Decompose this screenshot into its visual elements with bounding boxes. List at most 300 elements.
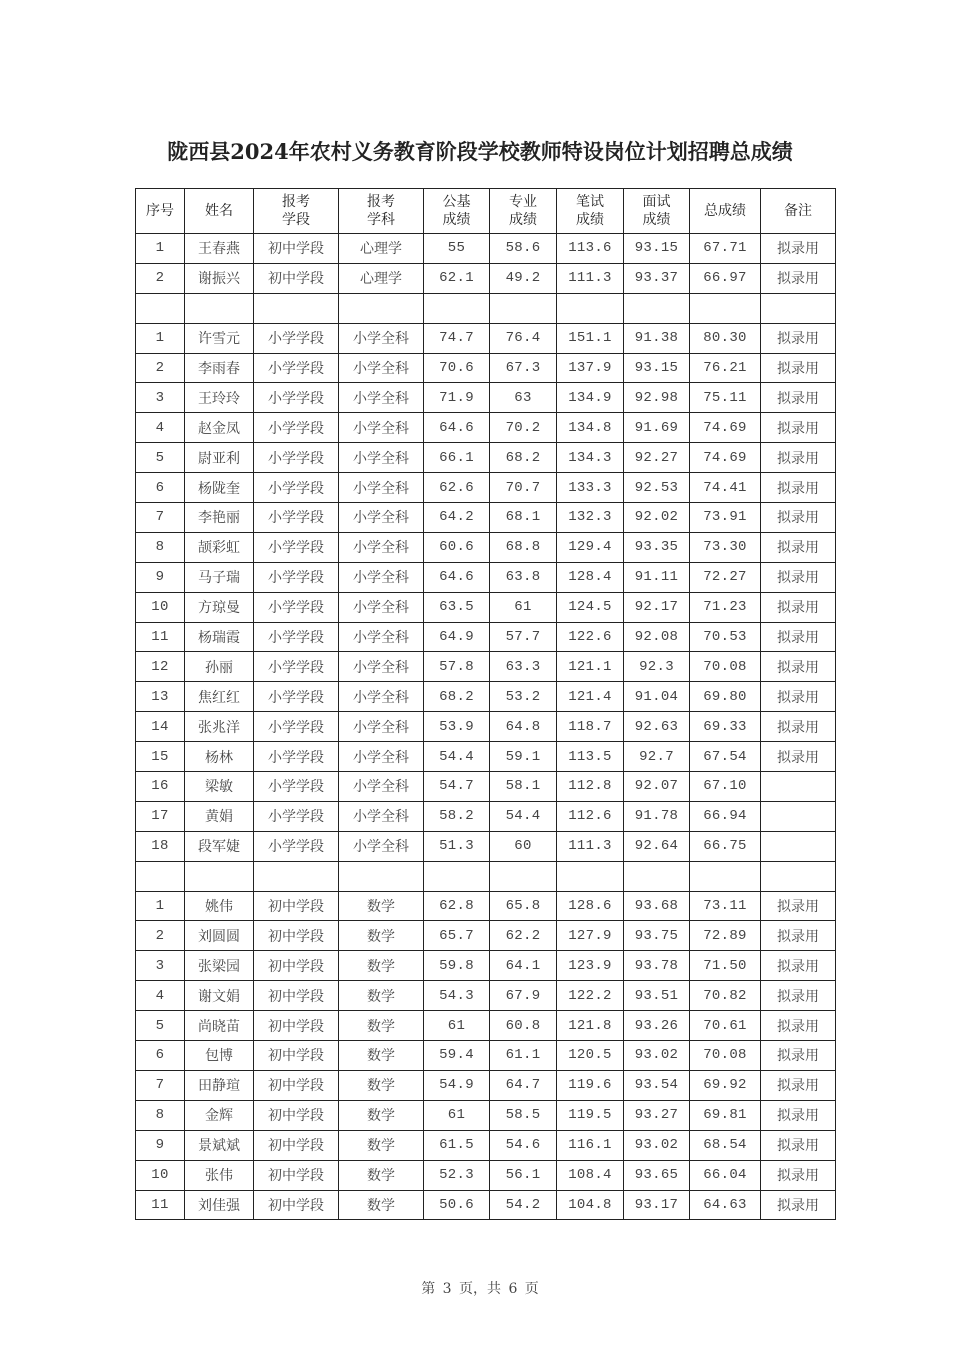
cell-interview-score: 91.38 [624,323,690,353]
cell-remark: 拟录用 [761,263,836,293]
cell-seq: 9 [136,1130,185,1160]
cell-name: 田静瑄 [185,1070,254,1100]
section-separator-row [136,861,836,891]
cell-public-score: 52.3 [424,1160,490,1190]
cell-name: 张兆洋 [185,712,254,742]
cell-name: 黄娟 [185,801,254,831]
cell-seq: 10 [136,1160,185,1190]
cell-stage: 初中学段 [254,1070,339,1100]
cell-seq: 7 [136,1070,185,1100]
cell-seq: 6 [136,1041,185,1071]
cell-name: 包博 [185,1041,254,1071]
cell-subject: 小学全科 [339,801,424,831]
cell-subject [339,861,424,891]
cell-interview-score: 92.08 [624,622,690,652]
table-header [136,189,836,234]
cell-public-score: 54.7 [424,772,490,802]
cell-stage: 小学学段 [254,712,339,742]
cell-public-score: 61 [424,1011,490,1041]
cell-public-score: 68.2 [424,682,490,712]
cell-public-score: 64.9 [424,622,490,652]
cell-subject: 数学 [339,1160,424,1190]
cell-name: 姚伟 [185,891,254,921]
cell-interview-score: 91.11 [624,562,690,592]
cell-stage: 小学学段 [254,473,339,503]
column-header-public-score [424,189,490,234]
column-header-interview-score [624,189,690,234]
cell-total-score [690,861,761,891]
cell-name: 金辉 [185,1100,254,1130]
cell-public-score: 59.8 [424,951,490,981]
cell-interview-score: 92.3 [624,652,690,682]
column-header-stage [254,189,339,234]
table-row [136,1100,836,1130]
cell-total-score: 73.30 [690,532,761,562]
cell-major-score: 54.4 [490,801,557,831]
cell-interview-score: 92.17 [624,592,690,622]
column-header-line: 成绩 [442,212,471,228]
cell-remark: 拟录用 [761,473,836,503]
cell-subject: 心理学 [339,234,424,264]
cell-remark: 拟录用 [761,323,836,353]
cell-total-score: 70.61 [690,1011,761,1041]
table-row [136,1070,836,1100]
table-row [136,413,836,443]
cell-interview-score: 92.53 [624,473,690,503]
cell-stage: 小学学段 [254,503,339,533]
cell-subject: 数学 [339,891,424,921]
cell-remark [761,293,836,323]
cell-interview-score: 93.78 [624,951,690,981]
cell-public-score: 64.6 [424,413,490,443]
cell-subject: 小学全科 [339,503,424,533]
cell-interview-score: 91.69 [624,413,690,443]
cell-major-score: 67.3 [490,353,557,383]
column-header-line: 总成绩 [704,203,746,219]
cell-interview-score: 92.7 [624,742,690,772]
cell-name [185,861,254,891]
cell-interview-score: 93.27 [624,1100,690,1130]
cell-seq: 11 [136,1190,185,1220]
cell-total-score: 66.04 [690,1160,761,1190]
cell-major-score: 61 [490,592,557,622]
cell-total-score: 72.89 [690,921,761,951]
cell-total-score: 75.11 [690,383,761,413]
cell-major-score: 70.2 [490,413,557,443]
cell-total-score: 69.33 [690,712,761,742]
column-header-line: 成绩 [509,212,537,228]
table-row [136,503,836,533]
cell-subject: 心理学 [339,263,424,293]
cell-name: 李艳丽 [185,503,254,533]
cell-total-score: 71.23 [690,592,761,622]
table-row [136,1041,836,1071]
cell-name: 张梁园 [185,951,254,981]
cell-seq: 6 [136,473,185,503]
cell-subject: 小学全科 [339,682,424,712]
table-row [136,234,836,264]
cell-written-score: 111.3 [557,831,624,861]
cell-subject: 数学 [339,1130,424,1160]
cell-major-score: 76.4 [490,323,557,353]
cell-remark: 拟录用 [761,1070,836,1100]
cell-seq: 15 [136,742,185,772]
cell-seq: 18 [136,831,185,861]
cell-remark: 拟录用 [761,1011,836,1041]
cell-name: 刘圆圆 [185,921,254,951]
cell-major-score: 63.8 [490,562,557,592]
cell-total-score: 70.82 [690,981,761,1011]
cell-written-score: 121.4 [557,682,624,712]
cell-subject: 小学全科 [339,742,424,772]
cell-name: 张伟 [185,1160,254,1190]
cell-major-score: 65.8 [490,891,557,921]
cell-interview-score: 92.27 [624,443,690,473]
column-header-line: 专业 [509,194,537,210]
cell-seq: 3 [136,951,185,981]
cell-name: 尚晓苗 [185,1011,254,1041]
cell-remark: 拟录用 [761,1190,836,1220]
cell-total-score: 67.54 [690,742,761,772]
cell-public-score [424,861,490,891]
cell-subject: 数学 [339,1041,424,1071]
cell-total-score: 69.81 [690,1100,761,1130]
section-separator-row [136,293,836,323]
column-header-remark [761,189,836,234]
cell-public-score: 62.1 [424,263,490,293]
cell-name: 杨陇奎 [185,473,254,503]
cell-total-score: 66.97 [690,263,761,293]
cell-public-score [424,293,490,323]
table-row [136,562,836,592]
cell-stage [254,293,339,323]
column-header-line: 成绩 [642,212,671,228]
table-row [136,383,836,413]
cell-public-score: 66.1 [424,443,490,473]
cell-written-score: 119.6 [557,1070,624,1100]
cell-total-score: 72.27 [690,562,761,592]
column-header-line: 序号 [146,203,174,219]
cell-remark [761,772,836,802]
cell-interview-score: 92.64 [624,831,690,861]
cell-seq: 8 [136,1100,185,1130]
table-row [136,772,836,802]
cell-seq: 1 [136,323,185,353]
cell-name: 刘佳强 [185,1190,254,1220]
table-row [136,622,836,652]
column-header-name [185,189,254,234]
cell-interview-score: 93.75 [624,921,690,951]
cell-public-score: 64.6 [424,562,490,592]
cell-seq: 2 [136,353,185,383]
cell-total-score: 66.94 [690,801,761,831]
cell-seq: 12 [136,652,185,682]
cell-total-score: 64.63 [690,1190,761,1220]
cell-total-score: 74.69 [690,413,761,443]
cell-interview-score [624,293,690,323]
cell-written-score: 122.6 [557,622,624,652]
cell-total-score: 80.30 [690,323,761,353]
cell-subject: 数学 [339,1190,424,1220]
cell-interview-score: 93.37 [624,263,690,293]
cell-written-score: 113.6 [557,234,624,264]
cell-written-score: 116.1 [557,1130,624,1160]
cell-name: 李雨春 [185,353,254,383]
cell-subject: 小学全科 [339,383,424,413]
cell-total-score: 74.69 [690,443,761,473]
scores-table [135,188,836,1220]
cell-major-score: 64.8 [490,712,557,742]
table-body [136,234,836,1220]
cell-subject: 数学 [339,921,424,951]
cell-total-score: 66.75 [690,831,761,861]
cell-major-score: 58.6 [490,234,557,264]
cell-remark: 拟录用 [761,1100,836,1130]
cell-public-score: 70.6 [424,353,490,383]
cell-remark: 拟录用 [761,981,836,1011]
cell-remark: 拟录用 [761,383,836,413]
cell-stage: 小学学段 [254,532,339,562]
cell-written-score [557,293,624,323]
cell-stage: 小学学段 [254,413,339,443]
cell-major-score: 54.2 [490,1190,557,1220]
cell-interview-score: 93.17 [624,1190,690,1220]
table-row [136,891,836,921]
cell-written-score: 111.3 [557,263,624,293]
table-row [136,1130,836,1160]
cell-written-score: 112.8 [557,772,624,802]
cell-major-score: 58.5 [490,1100,557,1130]
table-row [136,443,836,473]
cell-name: 许雪元 [185,323,254,353]
cell-seq: 14 [136,712,185,742]
cell-seq: 7 [136,503,185,533]
cell-written-score: 119.5 [557,1100,624,1130]
cell-interview-score: 92.63 [624,712,690,742]
cell-name: 焦红红 [185,682,254,712]
cell-public-score: 51.3 [424,831,490,861]
cell-total-score: 68.54 [690,1130,761,1160]
cell-interview-score: 93.65 [624,1160,690,1190]
cell-remark: 拟录用 [761,742,836,772]
cell-remark: 拟录用 [761,682,836,712]
cell-name: 颉彩虹 [185,532,254,562]
column-header-line: 学段 [282,212,310,228]
column-header-line: 公基 [442,194,471,210]
cell-major-score: 63.3 [490,652,557,682]
table-row [136,742,836,772]
column-header-line: 备注 [784,203,812,219]
table-row [136,323,836,353]
cell-written-score: 121.1 [557,652,624,682]
cell-public-score: 58.2 [424,801,490,831]
cell-stage: 小学学段 [254,652,339,682]
cell-subject: 小学全科 [339,562,424,592]
cell-remark: 拟录用 [761,1130,836,1160]
cell-written-score: 134.9 [557,383,624,413]
cell-stage: 初中学段 [254,951,339,981]
cell-public-score: 61.5 [424,1130,490,1160]
cell-remark: 拟录用 [761,532,836,562]
column-header-line: 姓名 [205,203,233,219]
cell-total-score: 70.08 [690,652,761,682]
cell-seq: 2 [136,921,185,951]
cell-major-score: 64.1 [490,951,557,981]
header-row [136,189,836,234]
cell-seq: 9 [136,562,185,592]
cell-major-score: 68.1 [490,503,557,533]
cell-written-score: 108.4 [557,1160,624,1190]
cell-stage: 小学学段 [254,801,339,831]
page-footer: 第 3 页，共 6 页 [421,1281,539,1297]
cell-total-score: 73.11 [690,891,761,921]
cell-public-score: 62.8 [424,891,490,921]
cell-stage: 初中学段 [254,263,339,293]
cell-stage: 初中学段 [254,1190,339,1220]
cell-public-score: 63.5 [424,592,490,622]
cell-stage: 初中学段 [254,1160,339,1190]
cell-written-score: 104.8 [557,1190,624,1220]
cell-stage: 小学学段 [254,592,339,622]
cell-interview-score: 93.15 [624,353,690,383]
cell-name [185,293,254,323]
cell-major-score: 53.2 [490,682,557,712]
cell-major-score [490,861,557,891]
table-row [136,801,836,831]
cell-subject: 数学 [339,1070,424,1100]
cell-stage [254,861,339,891]
cell-public-score: 54.4 [424,742,490,772]
cell-name: 谢文娟 [185,981,254,1011]
cell-written-score [557,861,624,891]
cell-total-score: 70.53 [690,622,761,652]
cell-interview-score: 93.54 [624,1070,690,1100]
table-row [136,532,836,562]
cell-written-score: 129.4 [557,532,624,562]
cell-public-score: 74.7 [424,323,490,353]
cell-subject: 小学全科 [339,443,424,473]
cell-stage: 小学学段 [254,443,339,473]
cell-remark: 拟录用 [761,1160,836,1190]
cell-written-score: 133.3 [557,473,624,503]
cell-public-score: 54.3 [424,981,490,1011]
cell-remark [761,861,836,891]
cell-stage: 初中学段 [254,234,339,264]
cell-name: 赵金凤 [185,413,254,443]
cell-stage: 小学学段 [254,353,339,383]
cell-interview-score: 92.98 [624,383,690,413]
cell-name: 方琼曼 [185,592,254,622]
cell-total-score: 67.71 [690,234,761,264]
table-row [136,1160,836,1190]
column-header-major-score [490,189,557,234]
cell-subject: 数学 [339,981,424,1011]
table-row [136,981,836,1011]
cell-subject [339,293,424,323]
table-row [136,951,836,981]
cell-name: 孙丽 [185,652,254,682]
cell-remark: 拟录用 [761,622,836,652]
cell-major-score: 63 [490,383,557,413]
cell-written-score: 137.9 [557,353,624,383]
cell-remark: 拟录用 [761,443,836,473]
cell-stage: 初中学段 [254,1041,339,1071]
column-header-written-score [557,189,624,234]
cell-public-score: 54.9 [424,1070,490,1100]
column-header-line: 面试 [642,194,671,210]
cell-subject: 小学全科 [339,592,424,622]
cell-stage: 初中学段 [254,1011,339,1041]
cell-written-score: 132.3 [557,503,624,533]
cell-name: 段军婕 [185,831,254,861]
cell-name: 杨瑞霞 [185,622,254,652]
cell-interview-score: 93.02 [624,1130,690,1160]
cell-name: 梁敏 [185,772,254,802]
cell-major-score: 70.7 [490,473,557,503]
cell-remark: 拟录用 [761,921,836,951]
cell-subject: 小学全科 [339,532,424,562]
cell-seq: 5 [136,443,185,473]
cell-stage: 小学学段 [254,562,339,592]
cell-total-score: 76.21 [690,353,761,383]
cell-stage: 小学学段 [254,323,339,353]
table-row [136,712,836,742]
cell-stage: 初中学段 [254,891,339,921]
cell-stage: 初中学段 [254,1100,339,1130]
cell-remark: 拟录用 [761,503,836,533]
cell-remark: 拟录用 [761,1041,836,1071]
cell-name: 景斌斌 [185,1130,254,1160]
cell-seq: 16 [136,772,185,802]
cell-public-score: 55 [424,234,490,264]
cell-remark: 拟录用 [761,891,836,921]
cell-stage: 初中学段 [254,1130,339,1160]
cell-seq: 17 [136,801,185,831]
cell-major-score: 49.2 [490,263,557,293]
cell-written-score: 151.1 [557,323,624,353]
cell-public-score: 65.7 [424,921,490,951]
cell-public-score: 57.8 [424,652,490,682]
table-row [136,921,836,951]
cell-seq: 10 [136,592,185,622]
cell-public-score: 50.6 [424,1190,490,1220]
cell-subject: 小学全科 [339,473,424,503]
cell-total-score: 67.10 [690,772,761,802]
page-title: 陇西县2024年农村义务教育阶段学校教师特设岗位计划招聘总成绩 [167,139,793,164]
cell-subject: 小学全科 [339,772,424,802]
cell-major-score: 57.7 [490,622,557,652]
cell-total-score: 74.41 [690,473,761,503]
cell-major-score: 67.9 [490,981,557,1011]
cell-seq: 4 [136,413,185,443]
column-header-line: 报考 [282,194,310,210]
cell-seq [136,861,185,891]
cell-seq: 3 [136,383,185,413]
cell-remark [761,831,836,861]
cell-remark: 拟录用 [761,951,836,981]
cell-seq: 11 [136,622,185,652]
cell-seq [136,293,185,323]
cell-seq: 4 [136,981,185,1011]
cell-written-score: 127.9 [557,921,624,951]
cell-written-score: 113.5 [557,742,624,772]
cell-written-score: 118.7 [557,712,624,742]
cell-total-score: 71.50 [690,951,761,981]
cell-major-score [490,293,557,323]
column-header-seq [136,189,185,234]
table-row [136,1190,836,1220]
cell-interview-score: 93.51 [624,981,690,1011]
